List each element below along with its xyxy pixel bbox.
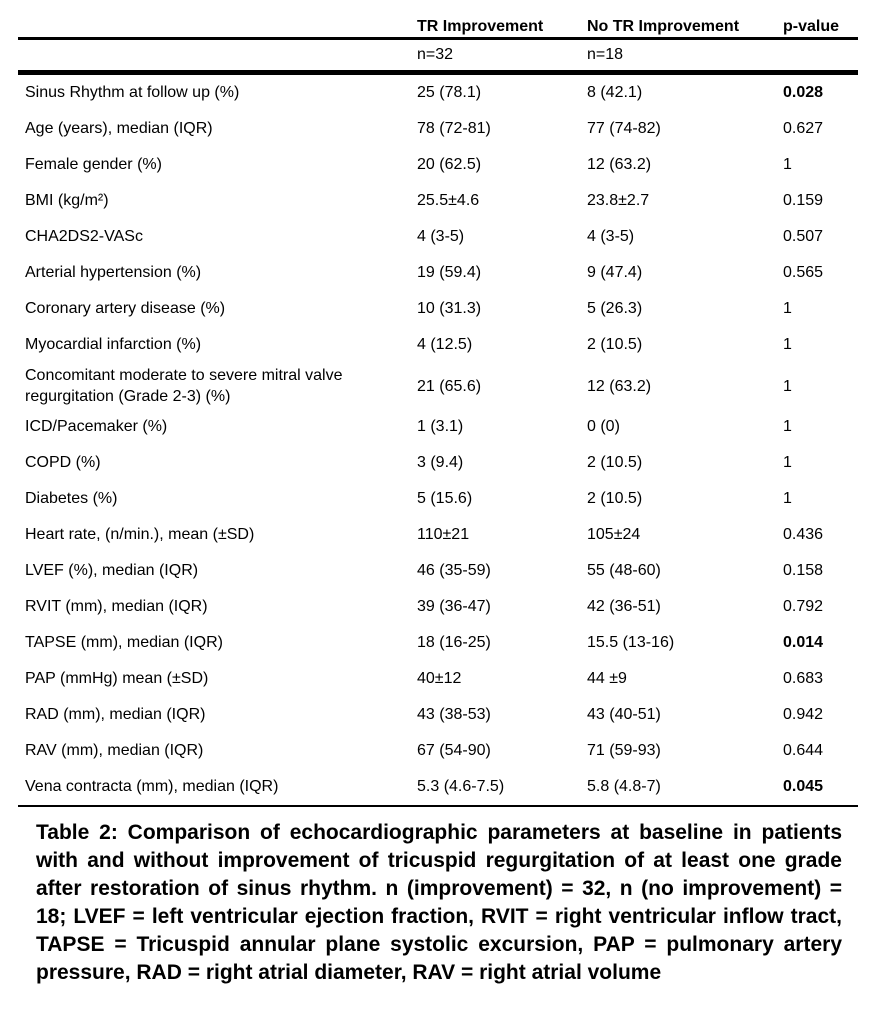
table-row bbox=[18, 445, 858, 481]
table-row bbox=[18, 481, 858, 517]
table-row bbox=[18, 255, 858, 291]
table-row bbox=[18, 661, 858, 697]
row-no-tr-improvement-value: 105±24 bbox=[587, 526, 641, 543]
row-tr-improvement-value: 67 (54-90) bbox=[417, 742, 491, 759]
table-row bbox=[18, 733, 858, 769]
table-row bbox=[18, 219, 858, 255]
row-label: ICD/Pacemaker (%) bbox=[25, 418, 168, 435]
row-no-tr-improvement-value: 44 ±9 bbox=[587, 670, 627, 687]
row-p-value: 0.507 bbox=[783, 228, 824, 245]
table-row bbox=[18, 409, 858, 445]
table-row bbox=[18, 553, 858, 589]
row-label: Female gender (%) bbox=[25, 156, 162, 173]
row-label: LVEF (%), median (IQR) bbox=[25, 562, 199, 579]
row-no-tr-improvement-value: 77 (74-82) bbox=[587, 120, 661, 137]
row-tr-improvement-value: 10 (31.3) bbox=[417, 300, 482, 317]
row-label: Vena contracta (mm), median (IQR) bbox=[18, 769, 417, 806]
row-no-tr-improvement-value: 0 (0) bbox=[587, 418, 620, 435]
row-p-value: 1 bbox=[783, 377, 792, 395]
table-body bbox=[18, 73, 858, 807]
row-p-value: 0.158 bbox=[783, 562, 824, 579]
row-label: Arterial hypertension (%) bbox=[25, 264, 202, 281]
subheader-p bbox=[783, 39, 858, 73]
table-row bbox=[18, 183, 858, 219]
row-no-tr-improvement-value: 2 (10.5) bbox=[587, 454, 643, 471]
row-tr-improvement-value: 78 (72-81) bbox=[417, 120, 491, 137]
row-no-tr-improvement-value: 9 (47.4) bbox=[587, 264, 643, 281]
table-container bbox=[18, 12, 858, 987]
row-p-value: 0.942 bbox=[783, 706, 824, 723]
row-p-value: 0.045 bbox=[783, 769, 858, 806]
table-row bbox=[18, 697, 858, 733]
row-p-value: 1 bbox=[783, 490, 792, 507]
row-p-value: 1 bbox=[783, 418, 792, 435]
row-label: BMI (kg/m²) bbox=[25, 192, 109, 209]
header-no-tr-improvement: No TR Improvement bbox=[587, 12, 783, 39]
row-p-value: 0.627 bbox=[783, 120, 824, 137]
row-label: Concomitant moderate to severe mitral valve regurgitation (Grade 2-3) (%) bbox=[25, 367, 343, 405]
row-label: PAP (mmHg) mean (±SD) bbox=[25, 670, 209, 687]
row-label: RAD (mm), median (IQR) bbox=[25, 706, 206, 723]
row-label: Sinus Rhythm at follow up (%) bbox=[25, 84, 240, 101]
row-label: RAV (mm), median (IQR) bbox=[25, 742, 204, 759]
table-row bbox=[18, 589, 858, 625]
row-no-tr-improvement-value: 4 (3-5) bbox=[587, 228, 635, 245]
row-label: Diabetes (%) bbox=[25, 490, 118, 507]
row-tr-improvement-value: 18 (16-25) bbox=[417, 634, 491, 651]
row-label: Age (years), median (IQR) bbox=[25, 120, 213, 137]
row-label: COPD (%) bbox=[25, 454, 101, 471]
table-row bbox=[18, 147, 858, 183]
row-no-tr-improvement-value: 5 (26.3) bbox=[587, 300, 643, 317]
subheader-n-no-improvement: n=18 bbox=[587, 39, 783, 73]
table-row bbox=[18, 363, 858, 409]
row-label: CHA2DS2-VASc bbox=[25, 228, 143, 245]
row-tr-improvement-value: 5 (15.6) bbox=[417, 490, 473, 507]
table-row bbox=[18, 517, 858, 553]
table-row bbox=[18, 291, 858, 327]
row-p-value: 0.159 bbox=[783, 192, 824, 209]
row-label: Coronary artery disease (%) bbox=[25, 300, 226, 317]
row-p-value: 1 bbox=[783, 300, 792, 317]
row-tr-improvement-value: 25.5±4.6 bbox=[417, 192, 480, 209]
header-tr-improvement: TR Improvement bbox=[417, 12, 587, 39]
table-caption: Table 2: Comparison of echocardiographic parameters at baseline in patients with and without improvement of tricuspid regurgitation of at least one grade after restoration of sinus rhythm. n (improvement) = 32, n (no improvement) = 18; LVEF = left ventricular ejection fraction, RVIT = right ventricular inflow tract, TAPSE = Tricuspid annular plane systolic excursion, PAP = pulmonary artery pressure, RAD = right atrial diameter, RAV = right atrial volume bbox=[36, 821, 842, 984]
row-tr-improvement-value: 46 (35-59) bbox=[417, 562, 491, 579]
row-no-tr-improvement-value: 42 (36-51) bbox=[587, 598, 661, 615]
row-no-tr-improvement-value: 2 (10.5) bbox=[587, 490, 643, 507]
row-no-tr-improvement-value: 2 (10.5) bbox=[587, 336, 643, 353]
subheader-label-col bbox=[18, 39, 417, 73]
row-no-tr-improvement-value: 15.5 (13-16) bbox=[587, 634, 675, 651]
row-label: Heart rate, (n/min.), mean (±SD) bbox=[25, 526, 255, 543]
row-p-value: 0.792 bbox=[783, 598, 824, 615]
row-label: TAPSE (mm), median (IQR) bbox=[25, 634, 223, 651]
header-row bbox=[18, 12, 858, 39]
row-tr-improvement-value: 39 (36-47) bbox=[417, 598, 491, 615]
table-row bbox=[18, 769, 858, 806]
comparison-table bbox=[18, 12, 858, 807]
row-no-tr-improvement-value: 5.8 (4.8-7) bbox=[587, 769, 783, 806]
row-tr-improvement-value: 21 (65.6) bbox=[417, 377, 482, 395]
row-tr-improvement-value: 5.3 (4.6-7.5) bbox=[417, 769, 587, 806]
row-p-value: 0.565 bbox=[783, 264, 824, 281]
table-row bbox=[18, 111, 858, 147]
row-no-tr-improvement-value: 8 (42.1) bbox=[587, 84, 643, 101]
row-tr-improvement-value: 4 (12.5) bbox=[417, 336, 473, 353]
row-p-value: 1 bbox=[783, 336, 792, 353]
row-no-tr-improvement-value: 55 (48-60) bbox=[587, 562, 661, 579]
row-no-tr-improvement-value: 43 (40-51) bbox=[587, 706, 661, 723]
row-p-value: 1 bbox=[783, 454, 792, 471]
row-no-tr-improvement-value: 12 (63.2) bbox=[587, 377, 652, 395]
row-tr-improvement-value: 1 (3.1) bbox=[417, 418, 464, 435]
row-no-tr-improvement-value: 12 (63.2) bbox=[587, 156, 652, 173]
subheader-row bbox=[18, 39, 858, 73]
row-tr-improvement-value: 110±21 bbox=[417, 526, 470, 543]
table-row bbox=[18, 625, 858, 661]
row-p-value: 0.028 bbox=[783, 84, 824, 101]
row-tr-improvement-value: 25 (78.1) bbox=[417, 84, 482, 101]
row-label: Myocardial infarction (%) bbox=[25, 336, 202, 353]
table-row bbox=[18, 73, 858, 112]
subheader-n-improvement: n=32 bbox=[417, 39, 587, 73]
row-no-tr-improvement-value: 71 (59-93) bbox=[587, 742, 661, 759]
header-p-value: p-value bbox=[783, 12, 858, 39]
row-p-value: 1 bbox=[783, 156, 792, 173]
row-no-tr-improvement-value: 23.8±2.7 bbox=[587, 192, 650, 209]
table-row bbox=[18, 327, 858, 363]
row-tr-improvement-value: 43 (38-53) bbox=[417, 706, 491, 723]
header-label-col bbox=[18, 12, 417, 39]
row-tr-improvement-value: 3 (9.4) bbox=[417, 454, 464, 471]
row-p-value: 0.644 bbox=[783, 742, 824, 759]
row-p-value: 0.014 bbox=[783, 634, 824, 651]
row-tr-improvement-value: 20 (62.5) bbox=[417, 156, 482, 173]
row-tr-improvement-value: 19 (59.4) bbox=[417, 264, 482, 281]
row-label: RVIT (mm), median (IQR) bbox=[25, 598, 208, 615]
row-tr-improvement-value: 4 (3-5) bbox=[417, 228, 465, 245]
row-tr-improvement-value: 40±12 bbox=[417, 670, 462, 687]
row-p-value: 0.683 bbox=[783, 670, 824, 687]
row-p-value: 0.436 bbox=[783, 526, 824, 543]
